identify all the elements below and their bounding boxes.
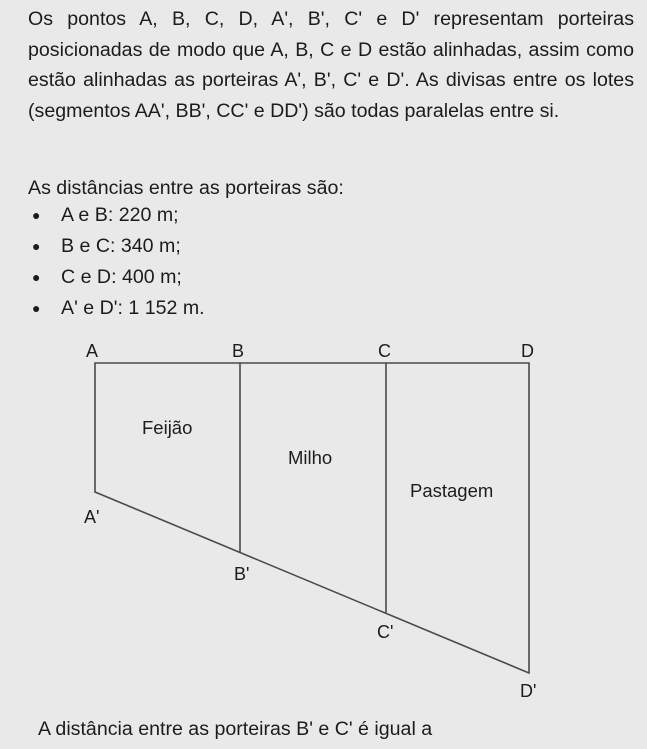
problem-intro: Os pontos A, B, C, D, A', B', C' e D' representam porteiras posicionadas de modo que A, B, C e D estão alinhadas, assim como estão alinhadas as porteiras A', B', C' e D'. As divisas entre os lotes (segmentos AA', BB', CC' e DD') são todas paralelas entre si. xyxy=(28,8,634,122)
answer-prompt: A distância entre as porteiras B' e C' é igual a xyxy=(38,718,433,740)
point-label-c: C xyxy=(378,341,391,361)
region-label-pastagem: Pastagem xyxy=(410,480,494,501)
bullet-icon: ● xyxy=(32,207,41,223)
bottom-boundary-line xyxy=(95,492,529,673)
point-label-d: D xyxy=(521,341,534,361)
distance-text: B e C: 340 m; xyxy=(61,235,181,257)
region-label-feijao: Feijão xyxy=(142,417,193,438)
point-label-a-prime: A' xyxy=(84,507,100,527)
point-label-a: A xyxy=(86,341,99,361)
distance-text: A e B: 220 m; xyxy=(61,204,179,226)
point-label-b: B xyxy=(232,341,245,361)
distance-text: C e D: 400 m; xyxy=(61,266,182,288)
point-label-d-prime: D' xyxy=(520,681,537,701)
distances-heading: As distâncias entre as porteiras são: xyxy=(28,177,344,199)
bullet-icon: ● xyxy=(32,238,41,254)
bullet-icon: ● xyxy=(32,300,41,316)
point-label-c-prime: C' xyxy=(377,622,394,642)
bullet-icon: ● xyxy=(32,269,41,285)
distance-text: A' e D': 1 152 m. xyxy=(61,297,205,319)
point-label-b-prime: B' xyxy=(234,564,250,584)
region-label-milho: Milho xyxy=(288,447,333,468)
